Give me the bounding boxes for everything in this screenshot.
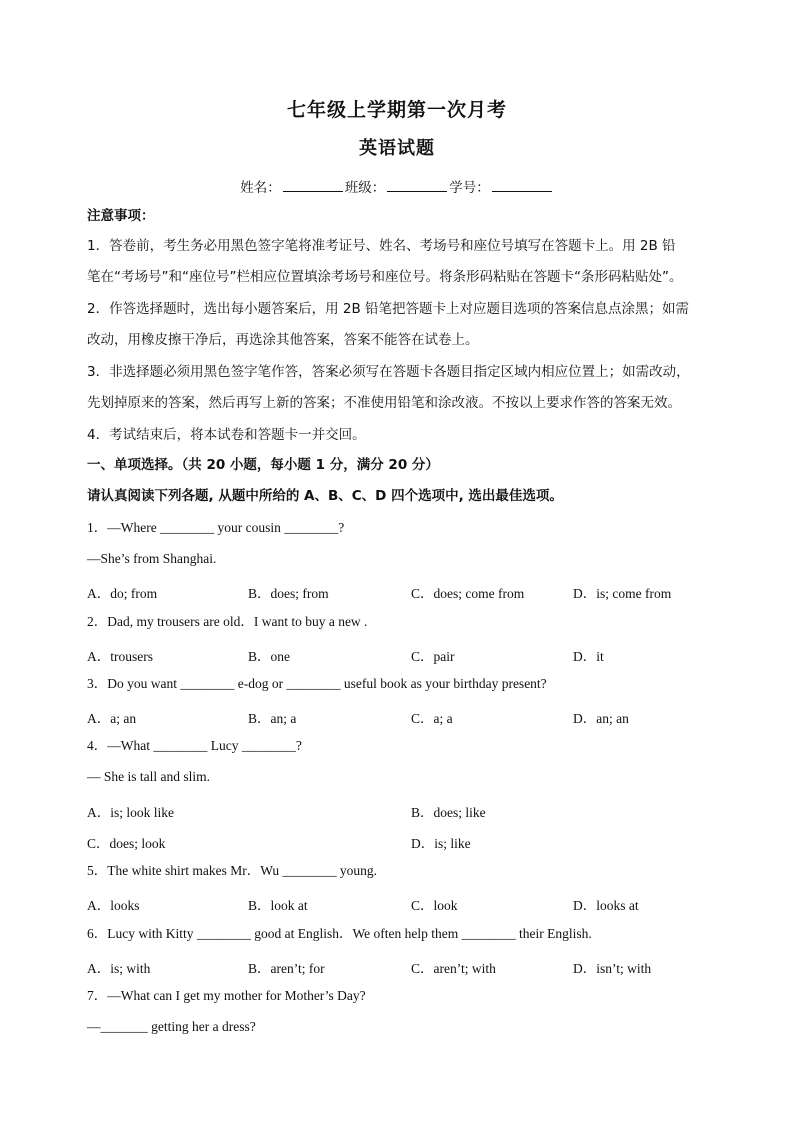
q6-option-a[interactable]: A．is; with: [87, 961, 151, 976]
q5-option-a[interactable]: A．looks: [87, 898, 140, 913]
question-1-reply: —She’s from Shanghai.: [87, 551, 217, 566]
q5-option-b[interactable]: B．look at: [248, 898, 308, 913]
note-1b: 笔在“考场号”和“座位号”栏相应位置填涂考场号和座位号。将条形码粘贴在答题卡“条形码粘贴处”。: [87, 269, 683, 285]
student-info-line: [0, 176, 794, 196]
name-blank[interactable]: [283, 179, 343, 192]
page-title: 七年级上学期第一次月考: [286, 99, 507, 121]
q4-option-b[interactable]: B．does; like: [411, 805, 486, 820]
question-6-stem: 6．Lucy with Kitty ________ good at English．We often help them ________ their English.: [87, 926, 592, 941]
q3-option-d[interactable]: D．an; an: [573, 711, 629, 726]
section-instruction: 请认真阅读下列各题, 从题中所给的 A、B、C、D 四个选项中, 选出最佳选项。: [87, 488, 563, 504]
note-4: 4．考试结束后，将本试卷和答题卡一并交回。: [87, 427, 366, 443]
section-heading: 一、单项选择。（共 20 小题，每小题 1 分，满分 20 分）: [87, 457, 439, 473]
q4-option-d[interactable]: D．is; like: [411, 836, 471, 851]
q3-option-a[interactable]: A．a; an: [87, 711, 137, 726]
note-3a: 3．非选择题必须用黑色签字笔作答，答案必须写在答题卡各题目指定区域内相应位置上；如需改动，: [87, 364, 690, 380]
q2-option-d[interactable]: D．it: [573, 649, 604, 664]
q1-option-c[interactable]: C．does; come from: [411, 586, 525, 601]
q1-option-b[interactable]: B．does; from: [248, 586, 329, 601]
q2-option-a[interactable]: A．trousers: [87, 649, 153, 664]
class-label: 班级：: [344, 180, 386, 196]
number-blank[interactable]: [492, 179, 552, 192]
q1-option-a[interactable]: A．do; from: [87, 586, 158, 601]
q6-option-b[interactable]: B．aren’t; for: [248, 961, 325, 976]
note-2b: 改动，用橡皮擦干净后，再选涂其他答案，答案不能答在试卷上。: [87, 332, 479, 348]
question-4-reply: — She is tall and slim.: [87, 769, 210, 784]
q5-option-d[interactable]: D．looks at: [573, 898, 639, 913]
page-subtitle: 英语试题: [359, 138, 435, 159]
q2-option-b[interactable]: B．one: [248, 649, 290, 664]
q5-option-c[interactable]: C．look: [411, 898, 458, 913]
question-1-stem: 1．—Where ________ your cousin ________?: [87, 520, 345, 535]
note-3b: 先划掉原来的答案，然后再写上新的答案；不准使用铅笔和涂改液。不按以上要求作答的答案无效。: [87, 395, 681, 411]
q1-option-d[interactable]: D．is; come from: [573, 586, 672, 601]
question-2-stem: 2．Dad, my trousers are old．I want to buy a new .: [87, 614, 368, 629]
question-4-stem: 4．—What ________ Lucy ________?: [87, 738, 302, 753]
question-7-reply: —_______ getting her a dress?: [87, 1019, 256, 1034]
notes-heading: 注意事项：: [87, 208, 155, 224]
q3-option-b[interactable]: B．an; a: [248, 711, 297, 726]
class-blank[interactable]: [387, 179, 447, 192]
note-2a: 2．作答选择题时，选出每小题答案后，用 2B 铅笔把答题卡上对应题目选项的答案信息点涂黑；如需: [87, 301, 690, 317]
question-3-stem: 3．Do you want ________ e-dog or ________ useful book as your birthday present?: [87, 676, 547, 691]
note-1a: 1．答卷前，考生务必用黑色签字笔将准考证号、姓名、考场号和座位号填写在答题卡上。用 2B 铅: [87, 238, 676, 254]
q6-option-c[interactable]: C．aren’t; with: [411, 961, 496, 976]
question-5-stem: 5．The white shirt makes Mr．Wu ________ young.: [87, 863, 378, 878]
q2-option-c[interactable]: C．pair: [411, 649, 455, 664]
number-label: 学号：: [449, 180, 490, 196]
q4-option-a[interactable]: A．is; look like: [87, 805, 174, 820]
name-label: 姓名：: [240, 180, 281, 196]
q4-option-c[interactable]: C．does; look: [87, 836, 166, 851]
question-7-stem: 7．—What can I get my mother for Mother’s Day?: [87, 988, 366, 1003]
q3-option-c[interactable]: C．a; a: [411, 711, 453, 726]
q6-option-d[interactable]: D．isn’t; with: [573, 961, 652, 976]
